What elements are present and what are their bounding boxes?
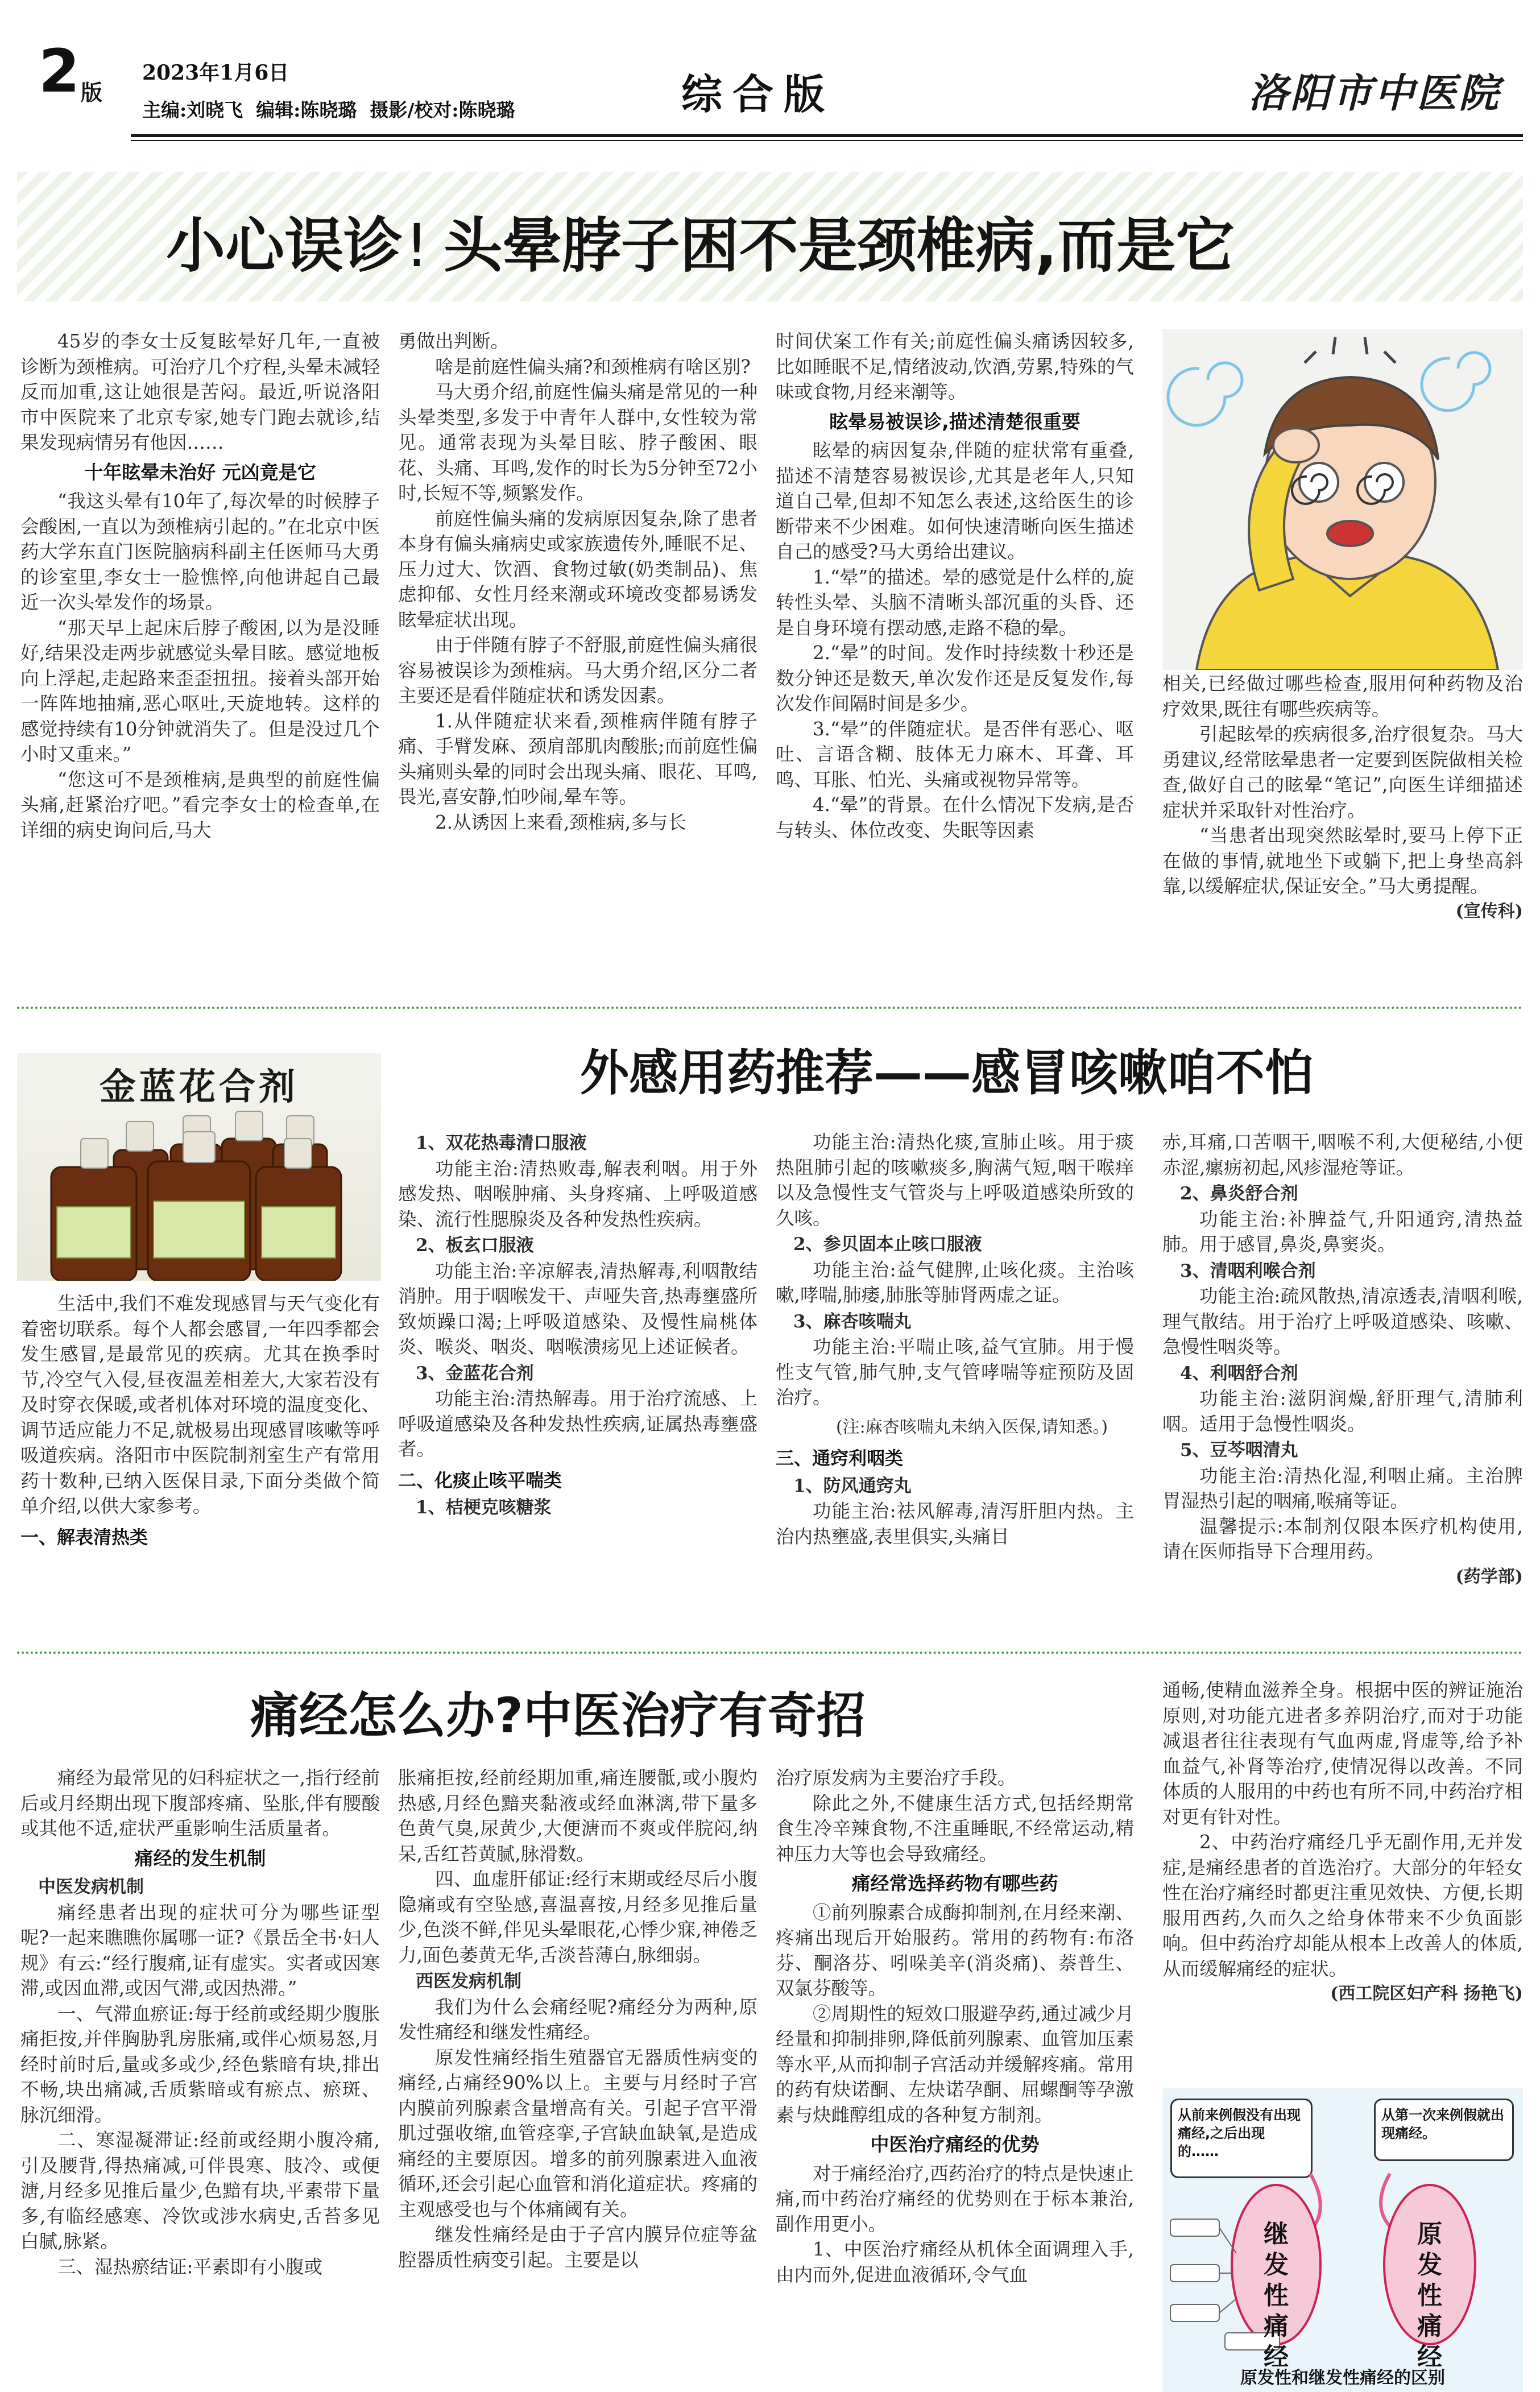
paragraph: 二、寒湿凝滞证:经前或经期小腹冷痛,引及腰背,得热痛减,可伴畏寒、肢冷、或便溏,月经多见推后量少,色黯有块,平素带下量多,有临经感寒、冷饮或涉水病史,舌苔多见白腻,脉紧。 [20, 2129, 380, 2252]
byline: (宣传科) [1455, 901, 1523, 921]
page-number: 2 [39, 36, 80, 106]
item-heading: 5、豆芩咽清丸 [1180, 1440, 1298, 1460]
paragraph-continued: 勇做出判断。 [398, 330, 510, 352]
article3-column-3 [776, 1765, 1134, 2392]
paragraph: 功能主治:清热化湿,利咽止痛。主治脾胃湿热引起的咽痛,喉痛等证。 [1162, 1464, 1523, 1512]
article1-column-2 [398, 329, 757, 971]
category-heading: 一、解表清热类 [20, 1526, 148, 1548]
article2-title: 外感用药推荐——感冒咳嗽咱不怕 [580, 1045, 1314, 1102]
article1-column-4 [1162, 671, 1523, 971]
item-heading: 西医发病机制 [416, 1971, 521, 1992]
paragraph: 四、血虚肝郁证:经行末期或经尽后小腹隐痛或有空坠感,喜温喜按,月经多见推后量少,色淡不鲜,伴见头晕眼花,心悸少寐,神倦乏力,面色萎黄无华,舌淡苔薄白,脉细弱。 [398, 1868, 757, 1966]
paragraph: 功能主治:疏风散热,清凉透表,清咽利喉,理气散结。用于治疗上呼吸道感染、咳嗽、急慢性咽炎等。 [1162, 1285, 1523, 1358]
page-unit: 版 [81, 80, 103, 105]
paragraph: 功能主治:清热化痰,宣肺止咳。用于痰热阻肺引起的咳嗽痰多,胸满气短,咽干喉痒以及急慢性支气管炎与上呼吸道感染所致的久咳。 [776, 1131, 1134, 1229]
paragraph: 功能主治:滋阴润燥,舒肝理气,清肺利咽。适用于急慢性咽炎。 [1162, 1388, 1523, 1435]
paragraph: 对于痛经治疗,西药治疗的特点是快速止痛,而中药治疗痛经的优势则在于标本兼治,副作用更小。 [776, 2162, 1134, 2235]
article3-column-1 [20, 1765, 380, 2392]
paragraph: 2、中药治疗痛经几乎无副作用,无并发症,是痛经患者的首选治疗。大部分的年轻女性在治疗痛经时都更注重见效快、方便,长期服用西药,久而久之给身体带来不少负面影响。但中药治疗却能从根本上改善人的体质,从而缓解痛经的症状。 [1162, 1831, 1523, 1980]
paragraph: 1.“晕”的描述。晕的感觉是什么样的,旋转性头晕、头脑不清晰头部沉重的头昏、还是自身环境有摆动感,走路不稳的晕。 [776, 566, 1134, 639]
article1-column-1 [20, 329, 380, 971]
paragraph-continued: 时间伏案工作有关;前庭性偏头痛诱因较多,比如睡眠不足,情绪波动,饮酒,劳累,特殊的气味或食物,月经来潮等。 [776, 330, 1134, 403]
paragraph: 45岁的李女士反复眩晕好几年,一直被诊断为颈椎病。可治疗几个疗程,头晕未减轻反而加重,这让她很是苦闷。最近,听说洛阳市中医院来了北京专家,她专门跑去就诊,结果发现病情另有他因…… [20, 330, 380, 453]
article3-column-2 [398, 1765, 757, 2392]
paragraph: 功能主治:祛风解毒,清泻肝胆内热。主治内热壅盛,表里俱实,头痛目 [776, 1500, 1134, 1547]
diagram-callout-right: 从第一次来例假就出现痛经。 [1374, 2099, 1514, 2161]
article3-title: 痛经怎么办?中医治疗有奇招 [250, 1687, 866, 1744]
article2-column-4 [1162, 1129, 1523, 1621]
paragraph: 痛经为最常见的妇科症状之一,指行经前后或月经期出现下腹部疼痛、坠胀,伴有腰酸或其他不适,症状严重影响生活质量者。 [20, 1767, 380, 1839]
category-heading: 三、通窍利咽类 [776, 1447, 904, 1469]
diagram-caption: 原发性和继发性痛经的区别 [1240, 2368, 1445, 2388]
paragraph: “我这头晕有10年了,每次晕的时候脖子会酸困,一直以为颈椎病引起的。”在北京中医药大学东直门医院脑病科副主任医师马大勇的诊室里,李女士一脸憔悴,向他讲起自己最近一次头晕发作的场景。 [20, 490, 380, 613]
article2-column-2 [398, 1129, 757, 1621]
diagram-oval-left-label: 继发性痛经 [1264, 2220, 1289, 2372]
dysmenorrhea-diagram [1162, 2088, 1523, 2392]
note: (注:麻杏咳喘丸未纳入医保,请知悉。) [835, 1417, 1108, 1437]
dizzy-person-illustration [1162, 329, 1523, 670]
byline: (西工院区妇产科 扬艳飞) [1330, 1984, 1523, 2004]
category-heading: 二、化痰止咳平喘类 [398, 1469, 562, 1491]
paragraph: 功能主治:平喘止咳,益气宣肺。用于慢性支气管,肺气肿,支气管哮喘等症预防及固治疗。 [776, 1336, 1134, 1408]
paragraph: 1、中医治疗痛经从机体全面调理入手,由内而外,促进血液循环,令气血 [776, 2238, 1134, 2286]
subheading: 十年眩晕未治好 元凶竟是它 [84, 461, 316, 483]
item-heading: 2、参贝固本止咳口服液 [793, 1234, 982, 1255]
paragraph: 眩晕的病因复杂,伴随的症状常有重叠,描述不清楚容易被误诊,尤其是老年人,只知道自己晕,但却不知怎么表述,这给医生的诊断带来不少困难。如何快速清晰向医生描述自己的感受?马大勇给出建议。 [776, 440, 1134, 562]
article1-column-3 [776, 329, 1134, 971]
paragraph: “您这可不是颈椎病,是典型的前庭性偏头痛,赶紧治疗吧。”看完李女士的检查单,在详细的病史询问后,马大 [20, 768, 380, 841]
paragraph-continued: 相关,已经做过哪些检查,服用何种药物及治疗效果,既往有哪些疾病等。 [1162, 673, 1523, 720]
paragraph: 我们为什么会痛经呢?痛经分为两种,原发性痛经和继发性痛经。 [398, 1996, 757, 2043]
item-heading: 3、金蓝花合剂 [416, 1363, 534, 1384]
paragraph: 痛经患者出现的症状可分为哪些证型呢?一起来瞧瞧你属哪一证?《景岳全书·妇人规》有云:“经行腹痛,证有虚实。实者或因寒滞,或因血滞,或因气滞,或因热滞。” [20, 1901, 380, 1999]
paragraph: 继发性痛经是由于子宫内膜异位症等盆腔器质性病变引起。主要是以 [398, 2224, 757, 2271]
paragraph: 功能主治:清热解毒。用于治疗流感、上呼吸道感染及各种发热性疾病,证属热毒壅盛者。 [398, 1388, 757, 1460]
paragraph: 前庭性偏头痛的发病原因复杂,除了患者本身有偏头痛病史或家族遗传外,睡眠不足、压力过大、饮酒、食物过敏(奶类制品)、焦虑抑郁、女性月经来潮或环境改变都易诱发眩晕症状出现。 [398, 507, 757, 631]
article2-column-3 [776, 1129, 1134, 1621]
paragraph: 温馨提示:本制剂仅限本医疗机构使用,请在医师指导下合理用药。 [1162, 1515, 1523, 1562]
subheading: 眩晕易被误诊,描述清楚很重要 [829, 410, 1081, 433]
article2-column-1 [20, 1291, 380, 1621]
paragraph-continued: 治疗原发病为主要治疗手段。 [776, 1767, 1016, 1789]
paragraph-continued: 赤,耳痛,口苦咽干,咽喉不利,大便秘结,小便赤涩,瘰疬初起,风疹湿疮等证。 [1162, 1131, 1523, 1178]
item-heading: 中医发病机制 [38, 1877, 144, 1897]
paragraph: 功能主治:辛凉解表,清热解毒,利咽散结消肿。用于咽喉发干、声哑失音,热毒壅盛所致烦躁口渴;上呼吸道感染、及慢性扁桃体炎、喉炎、咽炎、咽喉溃疡见上述证候者。 [398, 1260, 757, 1358]
item-heading: 2、板玄口服液 [416, 1235, 534, 1256]
paragraph: 功能主治:清热败毒,解表利咽。用于外感发热、咽喉肿痛、头身疼痛、上呼吸道感染、流行性腮腺炎及各种发热性疾病。 [398, 1157, 757, 1230]
item-heading: 1、防风通窍丸 [793, 1475, 912, 1496]
paragraph: ②周期性的短效口服避孕药,通过减少月经量和抑制排卵,降低前列腺素、血管加压素等水平,从而抑制子宫活动并缓解疼痛。常用的药有炔诺酮、左炔诺孕酮、屈螺酮等孕激素与炔雌醇组成的各种复方制剂。 [776, 2002, 1134, 2126]
paragraph: 原发性痛经指生殖器官无器质性病变的痛经,占痛经90%以上。主要与月经时子宫内膜前列腺素含量增高有关。引起子宫平滑肌过强收缩,血管痉挛,子宫缺血缺氧,是造成痛经的主要原因。增多的前列腺素进入血液循环,还会引起心血管和消化道症状。疼痛的主观感受也与个体痛阈有关。 [398, 2046, 757, 2220]
page-header [0, 0, 1540, 142]
medicine-bottles-photo [17, 1053, 381, 1281]
masthead-logo: 洛阳市中医院 [1248, 69, 1501, 117]
paragraph: 啥是前庭性偏头痛?和颈椎病有啥区别? [435, 355, 751, 378]
section-divider-2 [17, 1652, 1523, 1654]
article3-column-4 [1162, 1678, 1523, 2080]
byline: (药学部) [1455, 1566, 1523, 1587]
paragraph-continued: 通畅,使精血滋养全身。根据中医的辨证施治原则,对功能亢进者多养阴治疗,而对于功能减退者往往表现有气血两虚,肾虚等,给予补血益气,补肾等治疗,使情况得以改善。不同体质的人服用的中药也有所不同,中药治疗相对更有针对性。 [1162, 1679, 1523, 1828]
paragraph: 三、湿热瘀结证:平素即有小腹或 [57, 2256, 322, 2278]
paragraph: 功能主治:益气健脾,止咳化痰。主治咳嗽,哮喘,肺痿,肺胀等肺肾两虚之证。 [776, 1259, 1134, 1306]
paragraph: 4.“晕”的背景。在什么情况下发病,是否与转头、体位改变、失眠等因素 [776, 794, 1134, 841]
paragraph: “那天早上起床后脖子酸困,以为是没睡好,结果没走两步就感觉头晕目眩。感觉地板向上浮起,走起路来歪歪扭扭。接着头部开始一阵阵地抽痛,恶心呕吐,天旋地转。这样的感觉持续有10分钟就消失了。但是没过几个小时又重来。” [20, 616, 380, 765]
section-divider-1 [17, 1007, 1523, 1009]
item-heading: 3、清咽利喉合剂 [1180, 1260, 1316, 1281]
paragraph: 一、气滞血瘀证:每于经前或经期少腹胀痛拒按,并伴胸胁乳房胀痛,或伴心烦易怒,月经时前时后,量或多或少,经色紫暗有块,排出不畅,块出痛减,舌质紫暗或有瘀点、瘀斑、脉沉细滑。 [20, 2002, 380, 2126]
paragraph: “当患者出现突然眩晕时,要马上停下正在做的事情,就地坐下或躺下,把上身垫高斜靠,以缓解症状,保证安全。”马大勇提醒。 [1162, 825, 1523, 897]
header-rule-thin [131, 140, 1523, 141]
paragraph: 2.“晕”的时间。发作时持续数十秒还是数分钟还是数天,单次发作还是反复发作,每次发作间隔时间是多少。 [776, 642, 1134, 714]
item-heading: 3、麻杏咳喘丸 [793, 1311, 912, 1332]
subheading: 痛经常选择药物有哪些药 [851, 1872, 1058, 1894]
photo-label: 金蓝花合剂 [100, 1066, 299, 1108]
paragraph: 生活中,我们不难发现感冒与天气变化有着密切联系。每个人都会感冒,一年四季都会发生感冒,是最常见的疾病。尤其在换季时节,冷空气入侵,昼夜温差相差大,大家若没有及时穿衣保暖,或者机体对环境的温度变化、调节适应能力不足,就极易出现感冒咳嗽等呼吸道疾病。洛阳市中医院制剂室生产有常用药十数种,已纳入医保目录,下面分类做个简单介绍,以供大家参考。 [20, 1293, 380, 1517]
paragraph: 引起眩晕的疾病很多,治疗很复杂。马大勇建议,经常眩晕患者一定要到医院做相关检查,做好自己的眩晕“笔记”,向医生详细描述症状并采取针对性治疗。 [1162, 723, 1523, 821]
header-rule [131, 134, 1523, 137]
paragraph: 马大勇介绍,前庭性偏头痛是常见的一种头晕类型,多发于中青年人群中,女性较为常见。通常表现为头晕目眩、脖子酸困、眼花、头痛、耳鸣,发作的时长为5分钟至72小时,长短不等,频繁发作。 [398, 381, 757, 504]
item-heading: 4、利咽舒合剂 [1180, 1363, 1298, 1384]
paragraph: 1.从伴随症状来看,颈椎病伴随有脖子痛、手臂发麻、颈肩部肌肉酸胀;而前庭性偏头痛则头晕的同时会出现头痛、眼花、耳鸣,畏光,喜安静,怕吵闹,晕车等。 [398, 710, 757, 808]
paragraph: 除此之外,不健康生活方式,包括经期常食生冷辛辣食物,不注重睡眠,不经常运动,精神压力大等也会导致痛经。 [776, 1792, 1134, 1865]
section-name: 综合版 [681, 70, 835, 118]
paragraph: 功能主治:补脾益气,升阳通窍,清热益肺。用于感冒,鼻炎,鼻窦炎。 [1162, 1208, 1523, 1255]
paragraph: ①前列腺素合成酶抑制剂,在月经来潮、疼痛出现后开始服药。常用的药物有:布洛芬、酮洛芬、吲哚美辛(消炎痛)、萘普生、双氯芬酸等。 [776, 1901, 1134, 1999]
editor-credits: 主编:刘晓飞 编辑:陈晓璐 摄影/校对:陈晓璐 [142, 99, 515, 121]
subheading: 中医治疗痛经的优势 [870, 2133, 1040, 2155]
diagram-callout-left: 从前来例假没有出现痛经,之后出现的…… [1170, 2099, 1313, 2178]
article1-title: 小心误诊! 头晕脖子困不是颈椎病,而是它 [166, 211, 1235, 280]
subheading: 痛经的发生机制 [134, 1847, 266, 1869]
issue-date: 2023年1月6日 [142, 61, 289, 85]
item-heading: 1、双花热毒清口服液 [416, 1133, 587, 1153]
paragraph: 由于伴随有脖子不舒服,前庭性偏头痛很容易被误诊为颈椎病。马大勇介绍,区分二者主要还是看伴随症状和诱发因素。 [398, 634, 757, 706]
paragraph: 3.“晕”的伴随症状。是否伴有恶心、呕吐、言语含糊、肢体无力麻木、耳聋、耳鸣、耳胀、怕光、头痛或视物异常等。 [776, 718, 1134, 791]
paragraph-continued: 胀痛拒按,经前经期加重,痛连腰骶,或小腹灼热感,月经色黯夹黏液或经血淋漓,带下量多色黄气臭,尿黄少,大便溏而不爽或伴脘闷,纳呆,舌红苔黄腻,脉滑数。 [398, 1767, 757, 1865]
paragraph: 2.从诱因上来看,颈椎病,多与长 [435, 811, 686, 833]
item-heading: 2、鼻炎舒合剂 [1180, 1183, 1298, 1204]
diagram-oval-right-label: 原发性痛经 [1417, 2220, 1442, 2372]
item-heading: 1、桔梗克咳糖浆 [416, 1497, 552, 1518]
